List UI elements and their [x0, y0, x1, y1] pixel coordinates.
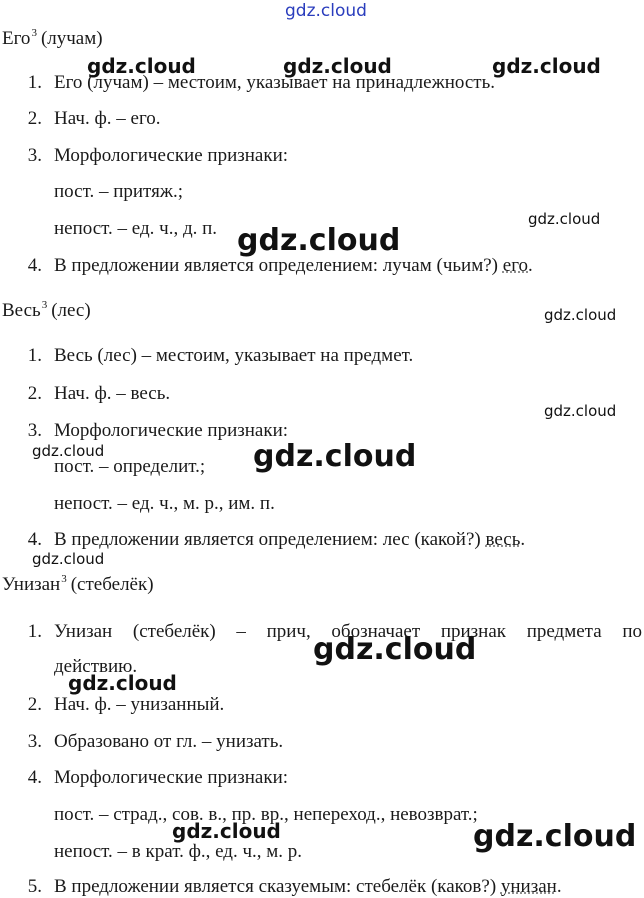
item-text: Морфологические признаки:: [54, 420, 289, 441]
item-text: [54, 877, 562, 896]
item-text-underlined: его: [502, 255, 529, 276]
watermark: gdz.cloud: [68, 671, 177, 695]
item-text: действию.: [54, 656, 138, 677]
watermark: gdz.cloud: [313, 632, 477, 667]
item-text-end: .: [520, 529, 526, 550]
item-text: [54, 530, 525, 549]
item-text: Нач. ф. – весь.: [54, 383, 171, 404]
item-number: 3.: [27, 731, 42, 752]
section-heading: [2, 28, 103, 48]
item-number: 4.: [27, 767, 42, 788]
watermark: gdz.cloud: [253, 439, 417, 474]
heading-rest: (лес): [51, 300, 91, 321]
item-number: 5.: [27, 876, 42, 897]
item-text: непост. – в крат. ф., ед. ч., м. р.: [54, 841, 303, 862]
watermark: gdz.cloud: [492, 54, 601, 78]
watermark: gdz.cloud: [283, 54, 392, 78]
item-text: непост. – ед. ч., м. р., им. п.: [54, 493, 275, 514]
item-number: 4.: [27, 529, 42, 550]
item-number: 1.: [27, 72, 42, 93]
item-number: 3.: [27, 145, 42, 166]
item-text-main: В предложении является определением: лес (какой?): [54, 529, 481, 550]
watermark: gdz.cloud: [87, 54, 196, 78]
watermark: gdz.cloud: [172, 819, 281, 843]
heading-sup: 3: [61, 573, 67, 585]
item-number: 2.: [27, 383, 42, 404]
item-text: пост. – притяж.;: [54, 181, 183, 202]
watermark: gdz.cloud: [32, 550, 105, 568]
item-text: Унизан (стебелёк) – прич, обозначает признак предмета по: [54, 621, 642, 642]
item-text: пост. – страд., сов. в., пр. вр., непереход., невозврат.;: [54, 804, 478, 825]
item-text-main: В предложении является определением: лучам (чьим?): [54, 255, 499, 276]
item-text: Морфологические признаки:: [54, 145, 289, 166]
item-text: Нач. ф. – унизанный.: [54, 694, 225, 715]
item-number: 3.: [27, 420, 42, 441]
section-heading: [2, 574, 154, 594]
item-text: Весь (лес) – местоим, указывает на предмет.: [54, 345, 414, 366]
heading-word: Весь: [2, 300, 41, 321]
heading-sup: 3: [41, 299, 48, 311]
item-text-underlined: весь: [485, 529, 521, 550]
heading-rest: (стебелёк): [70, 574, 154, 595]
watermark: gdz.cloud: [528, 210, 601, 228]
item-number: 1.: [27, 345, 42, 366]
item-text-end: .: [528, 255, 533, 276]
item-text: Его (лучам) – местоим, указывает на принадлежность.: [54, 72, 496, 93]
watermark: gdz.cloud: [32, 442, 105, 460]
heading-word: Его: [2, 28, 31, 49]
section-heading: [2, 300, 91, 320]
watermark: gdz.cloud: [237, 223, 401, 258]
heading-sup: 3: [31, 27, 37, 39]
item-text: Образовано от гл. – унизать.: [54, 731, 284, 752]
item-text: Нач. ф. – его.: [54, 108, 161, 129]
item-number: 1.: [27, 621, 42, 642]
item-number: 2.: [27, 108, 42, 129]
item-text: Морфологические признаки:: [54, 767, 289, 788]
watermark-top: gdz.cloud: [285, 1, 367, 21]
item-number: 2.: [27, 694, 42, 715]
item-text: непост. – ед. ч., д. п.: [54, 218, 218, 239]
item-text-end: .: [556, 876, 562, 897]
item-number: 4.: [27, 255, 42, 276]
heading-word: Унизан: [2, 574, 61, 595]
watermark: gdz.cloud: [544, 306, 617, 324]
item-text-underlined: унизан: [500, 876, 557, 897]
watermark: gdz.cloud: [544, 402, 617, 420]
heading-rest: (лучам): [40, 28, 103, 49]
watermark: gdz.cloud: [473, 819, 637, 854]
item-text: пост. – определит.;: [54, 456, 206, 477]
item-text-main: В предложении является сказуемым: стебелёк (каков?): [54, 876, 497, 897]
item-text: [54, 256, 533, 275]
